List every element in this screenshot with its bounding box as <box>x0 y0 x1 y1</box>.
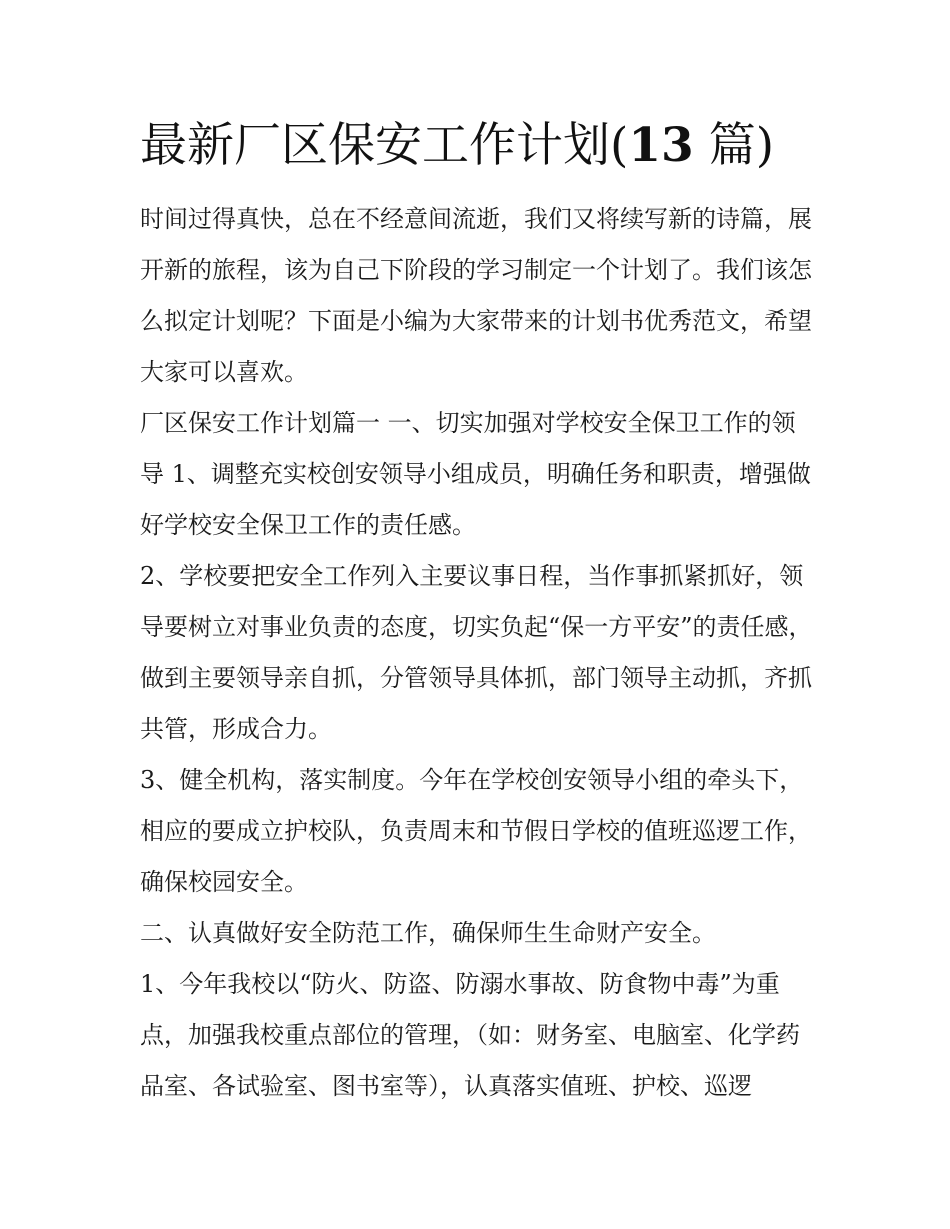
paragraph-section-two: 二、认真做好安全防范工作，确保师生生命财产安全。 <box>140 919 716 947</box>
title-prefix: 最新厂区保安工作计划( <box>140 118 629 173</box>
document-title <box>140 114 840 178</box>
title-count: 13 <box>628 118 694 173</box>
paragraph-section-two-item-1: 1、今年我校以“防火、防盗、防溺水事故、防食物中毒”为重点，加强我校重点部位的管理，（如：财务室、电脑室、化学药品室、各试验室、图书室等），认真落实值班、护校、巡逻 <box>140 970 800 1100</box>
paragraph-item-2: 2、学校要把安全工作列入主要议事日程，当作事抓紧抓好，领导要树立对事业负责的态度，切实负起“保一方平安”的责任感，做到主要领导亲自抓，分管领导具体抓，部门领导主动抓，齐抓共管，形成合力。 <box>140 562 813 743</box>
paragraph-intro: 时间过得真快，总在不经意间流逝，我们又将续写新的诗篇，展开新的旅程，该为自己下阶段的学习制定一个计划了。我们该怎么拟定计划呢？下面是小编为大家带来的计划书优秀范文，希望大家可以喜欢。 <box>140 205 812 386</box>
title-suffix: 篇) <box>693 118 775 173</box>
paragraph-section-one: 厂区保安工作计划篇一 一、切实加强对学校安全保卫工作的领导 1、调整充实校创安领导小组成员，明确任务和职责，增强做好学校安全保卫工作的责任感。 <box>140 409 811 539</box>
paragraph-item-3: 3、健全机构，落实制度。今年在学校创安领导小组的牵头下，相应的要成立护校队，负责周末和节假日学校的值班巡逻工作，确保校园安全。 <box>140 766 812 896</box>
document-body <box>140 194 816 1112</box>
